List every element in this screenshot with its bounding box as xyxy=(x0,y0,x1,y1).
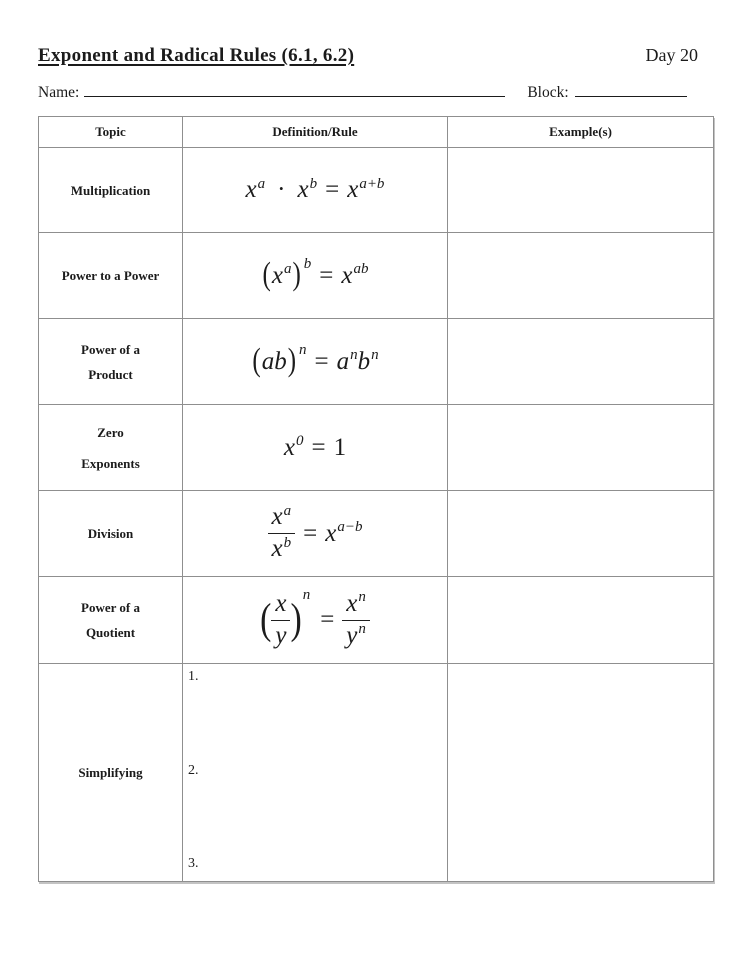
column-header-examples: Example(s) xyxy=(448,117,714,148)
example-cell-power-of-a-product xyxy=(448,319,714,405)
fraction: $\frac{x^n}{y^n}$ xyxy=(342,590,370,651)
topic-cell-division: Division xyxy=(39,491,183,577)
day-label: Day 20 xyxy=(645,45,698,65)
example-cell-simplifying xyxy=(448,664,714,882)
topic-cell-power-to-a-power: Power to a Power xyxy=(39,233,183,319)
definition-cell-zero-exponents xyxy=(183,405,448,491)
definition-cell-power-of-a-product xyxy=(183,319,448,405)
rules-table xyxy=(38,116,714,882)
table-row xyxy=(39,577,714,664)
example-cell-power-to-a-power xyxy=(448,233,714,319)
table-row xyxy=(39,491,714,577)
example-cell-zero-exponents xyxy=(448,405,714,491)
topic-cell-power-of-a-quotient: Power of a Quotient xyxy=(39,577,183,664)
formula-zero-exponents: $x^0$ = 1 xyxy=(283,433,347,461)
list-item: 3. xyxy=(188,856,199,871)
definition-cell-multiplication xyxy=(183,148,448,233)
dot-operator: · xyxy=(277,176,286,203)
simplifying-list xyxy=(183,664,447,881)
list-item: 1. xyxy=(188,669,199,684)
topic-cell-multiplication: Multiplication xyxy=(39,148,183,233)
example-cell-multiplication xyxy=(448,148,714,233)
formula-power-of-a-quotient: ( $\frac{x}{y}$ ) n = $\frac{x^n}{y^n}$ xyxy=(260,590,370,651)
formula-power-to-a-power: $(x^a)$ $^b$ = $x^{ab}$ xyxy=(262,256,369,292)
page-title: Exponent and Radical Rules (6.1, 6.2) xyxy=(38,45,355,66)
formula-division: $\frac{x^a}{x^b}$ = $x^{a-b}$ xyxy=(268,503,363,564)
column-header-definition: Definition/Rule xyxy=(183,117,448,148)
topic-cell-zero-exponents: Zero Exponents xyxy=(39,405,183,491)
table-row xyxy=(39,233,714,319)
header-bar xyxy=(38,45,712,67)
topic-cell-simplifying: Simplifying xyxy=(39,664,183,882)
block-label: Block: xyxy=(527,84,569,101)
topic-cell-power-of-a-product: Power of a Product xyxy=(39,319,183,405)
fraction: $\frac{x}{y}$ xyxy=(271,590,290,651)
list-item: 2. xyxy=(188,762,199,778)
fraction: $\frac{x^a}{x^b}$ xyxy=(268,503,296,564)
example-cell-power-of-a-quotient xyxy=(448,577,714,664)
formula-multiplication: $x^a$ · $x^b$ = $x^{a+b}$ xyxy=(245,175,385,203)
table-header-row xyxy=(39,117,714,148)
name-label: Name: xyxy=(38,84,80,101)
definition-cell-power-to-a-power xyxy=(183,233,448,319)
name-blank-line xyxy=(84,96,505,97)
definition-cell-simplifying xyxy=(183,664,448,882)
table-row xyxy=(39,148,714,233)
definition-cell-power-of-a-quotient xyxy=(183,577,448,664)
formula-power-of-a-product: (ab) $^n$ = $a^nb^n$ xyxy=(252,342,379,378)
table-row xyxy=(39,664,714,882)
definition-cell-division xyxy=(183,491,448,577)
column-header-topic: Topic xyxy=(39,117,183,148)
example-cell-division xyxy=(448,491,714,577)
table-row xyxy=(39,319,714,405)
name-block-row xyxy=(38,84,712,102)
table-row xyxy=(39,405,714,491)
block-blank-line xyxy=(575,96,687,97)
